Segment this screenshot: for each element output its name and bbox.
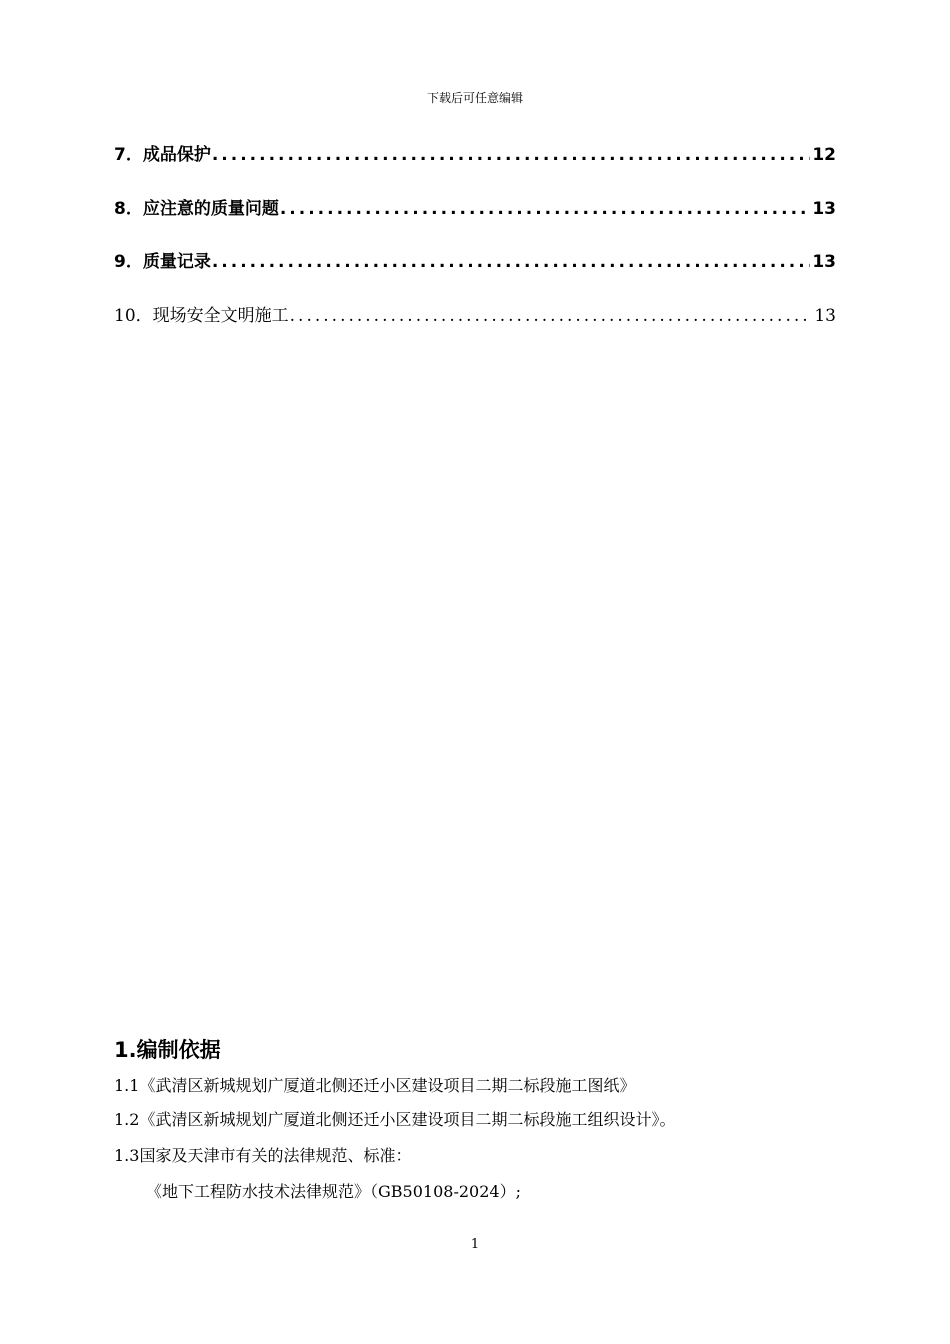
section-heading: 1.编制依据 — [114, 1038, 221, 1062]
toc-dot-leader — [280, 199, 810, 218]
toc-dot-leader — [212, 145, 810, 164]
toc-entry-label: 9．质量记录 — [114, 252, 211, 271]
toc-entry[interactable] — [114, 247, 836, 271]
toc-entry-page: 13 — [812, 252, 836, 271]
header-note: 下载后可任意编辑 — [426, 91, 523, 105]
toc-entry[interactable] — [114, 140, 836, 164]
toc-dot-leader — [290, 306, 813, 325]
basis-item: 1.3国家及天津市有关的法律规范、标准： — [114, 1146, 412, 1165]
toc-entry[interactable] — [114, 194, 836, 218]
toc-entry-page: 13 — [812, 199, 836, 218]
toc-entry-label: 8．应注意的质量问题 — [114, 199, 279, 218]
basis-item: 1.1《武清区新城规划广厦道北侧还迁小区建设项目二期二标段施工图纸》 — [114, 1076, 636, 1095]
standard-item: 《地下工程防水技术法律规范》（GB50108-2024）; — [146, 1182, 521, 1201]
toc-entry-label: 10．现场安全文明施工 — [114, 306, 289, 325]
toc-entry[interactable] — [114, 301, 836, 325]
toc-entry-label: 7．成品保护 — [114, 145, 211, 164]
toc-entry-page: 12 — [812, 145, 836, 164]
basis-item: 1.2《武清区新城规划广厦道北侧还迁小区建设项目二期二标段施工组织设计》。 — [114, 1110, 676, 1129]
toc-dot-leader — [212, 252, 810, 271]
page-number: 1 — [470, 1237, 480, 1252]
toc-entry-page: 13 — [814, 306, 836, 325]
